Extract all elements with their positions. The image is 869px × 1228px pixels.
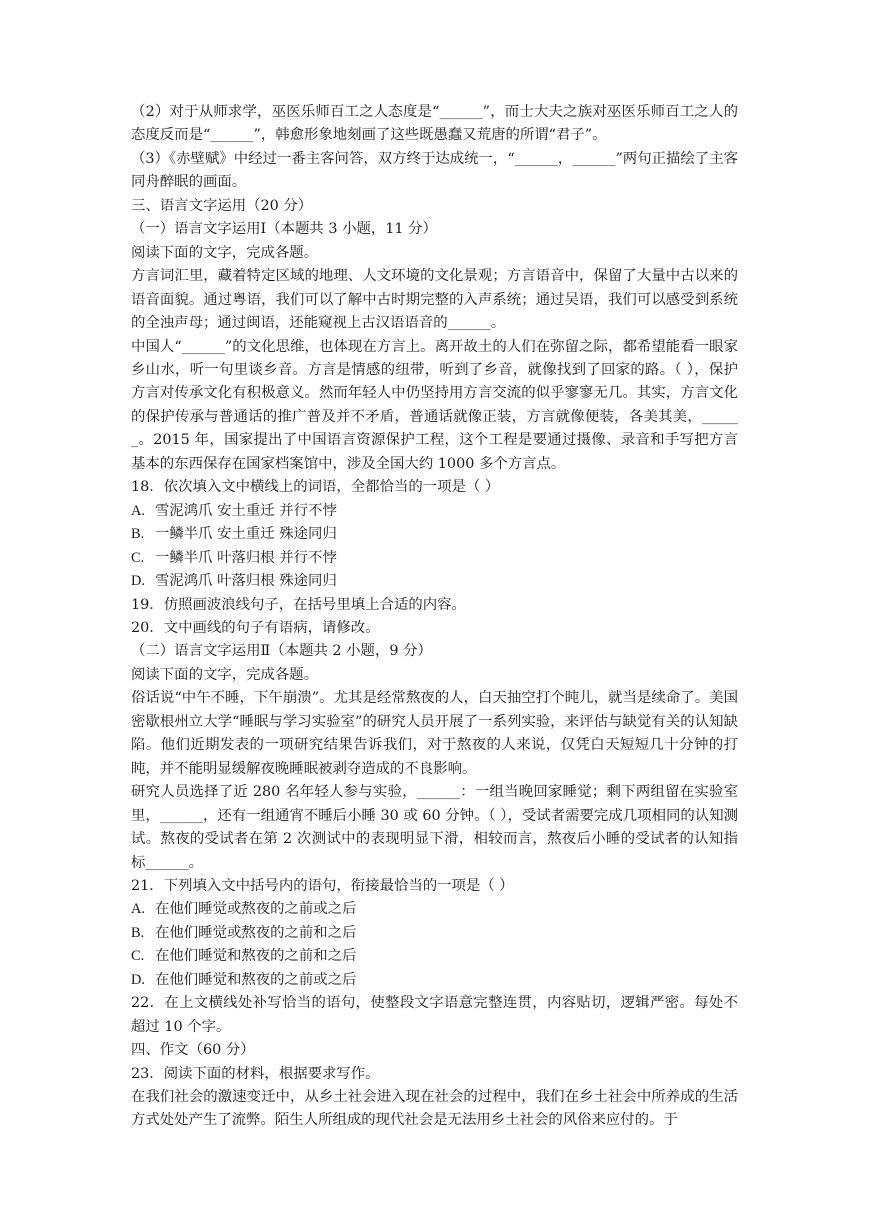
section-4-heading: 四、作文（60 分）: [131, 1042, 255, 1059]
part-2-heading: （二）语言文字运用Ⅱ（本题共 2 小题，9 分）: [131, 643, 432, 660]
option-text: 在他们睡觉和熬夜的之前和之后: [155, 948, 357, 965]
option-text: 在他们睡觉和熬夜的之前或之后: [155, 971, 357, 988]
question-20-text: 20．文中画线的句子有语病，请修改。: [131, 619, 380, 636]
question-18-stem: 18．依次填入文中横线上的词语，全都恰当的一项是（ ）: [131, 479, 500, 496]
question-3-text: （3）《赤壁赋》中经过一番主客问答，双方终于达成统一，“______，______”两句正描绘了主客同舟醉眠的画面。: [131, 150, 738, 191]
question-2-text: （2）对于从师求学，巫医乐师百工之人态度是“______”，而士大夫之族对巫医乐师百工之人的态度反而是“______”，韩愈形象地刻画了这些既愚蠢又荒唐的所谓“君子”。: [131, 104, 738, 144]
part-1-heading: （一）语言文字运用Ⅰ（本题共 3 小题，11 分）: [131, 221, 437, 238]
option-text: 一鳞半爪 安土重迁 殊途同归: [155, 526, 337, 543]
option-text: 雪泥鸿爪 叶落归根 殊途同归: [155, 573, 337, 590]
part-2-passage-paragraph: 俗话说“中午不睡，下午崩溃”。尤其是经常熬夜的人，白天抽空打个盹儿，就当是续命了。美国密歇根州立大学“睡眠与学习实验室”的研究人员开展了一系列实验，来评估与缺觉有关的认知缺陷。他们近期发表的一项研究结果告诉我们，对于熬夜的人来说，仅凭白天短短几十分钟的打盹，并不能明显缓解夜晚睡眠被剥夺造成的不良影响。: [131, 690, 738, 777]
question-21-stem: 21．下列填入文中括号内的语句，衔接最恰当的一项是（ ）: [131, 877, 514, 894]
option-letter: A.: [131, 901, 145, 918]
part-1-passage-paragraph: 中国人“______”的文化思维，也体现在方言上。离开故土的人们在弥留之际，都希望能看一眼家乡山水，听一句里谈乡音。方言是情感的纽带，听到了乡音，就像找到了回家的路。（ ），保护方言对传承文化有积极意义。然而年轻人中仍坚持用方言交流的似乎寥寥无几。其实，方言文化的保护传承与普通话的推广普及并不矛盾，普通话就像正装，方言就像便装，各美其美，______。2015 年，国家提出了中国语言资源保护工程，这个工程是要通过摄像、录音和手写把方言基本的东西保存在国家档案馆中，涉及全国大约 1000 多个方言点。: [131, 338, 738, 472]
question-19-text: 19．仿照画波浪线句子，在括号里填上合适的内容。: [131, 596, 466, 613]
question-21-option-a: [131, 898, 738, 921]
question-18-option-c: [131, 547, 738, 570]
option-letter: A.: [131, 502, 145, 519]
essay-material-text: 在我们社会的激速变迁中，从乡土社会进入现在社会的过程中，我们在乡土社会中所养成的生活方式处处产生了流弊。陌生人所组成的现代社会是无法用乡土社会的风俗来应付的。于: [131, 1089, 738, 1129]
section-3-heading: 三、语言文字运用（20 分）: [131, 197, 313, 214]
exam-page: [131, 101, 738, 1133]
option-text: 在他们睡觉或熬夜的之前和之后: [155, 924, 357, 941]
part-1-instruction: 阅读下面的文字，完成各题。: [131, 244, 319, 261]
option-text: 在他们睡觉或熬夜的之前或之后: [155, 901, 357, 918]
question-22-text: 22．在上文横线处补写恰当的语句，使整段文字语意完整连贯，内容贴切，逻辑严密。每处不超过 10 个字。: [131, 995, 738, 1035]
option-letter: B.: [131, 924, 145, 941]
question-18-option-d: [131, 570, 738, 593]
option-letter: C.: [131, 549, 145, 566]
option-text: 雪泥鸿爪 安土重迁 并行不悖: [155, 502, 337, 519]
option-letter: D.: [131, 971, 145, 988]
question-18-option-b: [131, 523, 738, 546]
question-23-text: 23．阅读下面的材料，根据要求写作。: [131, 1065, 380, 1082]
option-letter: B.: [131, 526, 145, 543]
question-21-option-d: [131, 969, 738, 992]
part-1-passage-paragraph: 方言词汇里，藏着特定区域的地理、人文环境的文化景观；方言语音中，保留了大量中古以来的语音面貌。通过粤语，我们可以了解中古时期完整的入声系统；通过吴语，我们可以感受到系统的全浊声母；通过闽语，还能窥视上古汉语语音的______。: [131, 268, 738, 332]
question-21-option-b: [131, 922, 738, 945]
option-text: 一鳞半爪 叶落归根 并行不悖: [155, 549, 337, 566]
option-letter: D.: [131, 573, 145, 590]
question-18-option-a: [131, 500, 738, 523]
part-2-passage-paragraph: 研究人员选择了近 280 名年轻人参与实验，______：一组当晚回家睡觉；剩下两组留在实验室里，______，还有一组通宵不睡后小睡 30 或 60 分钟。（ ），受试者需要完成几项相同的认知测试。熬夜的受试者在第 2 次测试中的表现明显下滑，相较而言，熬夜后小睡的受试者的认知指标______。: [131, 784, 738, 871]
part-2-instruction: 阅读下面的文字，完成各题。: [131, 666, 319, 683]
option-letter: C.: [131, 948, 145, 965]
question-21-option-c: [131, 945, 738, 968]
